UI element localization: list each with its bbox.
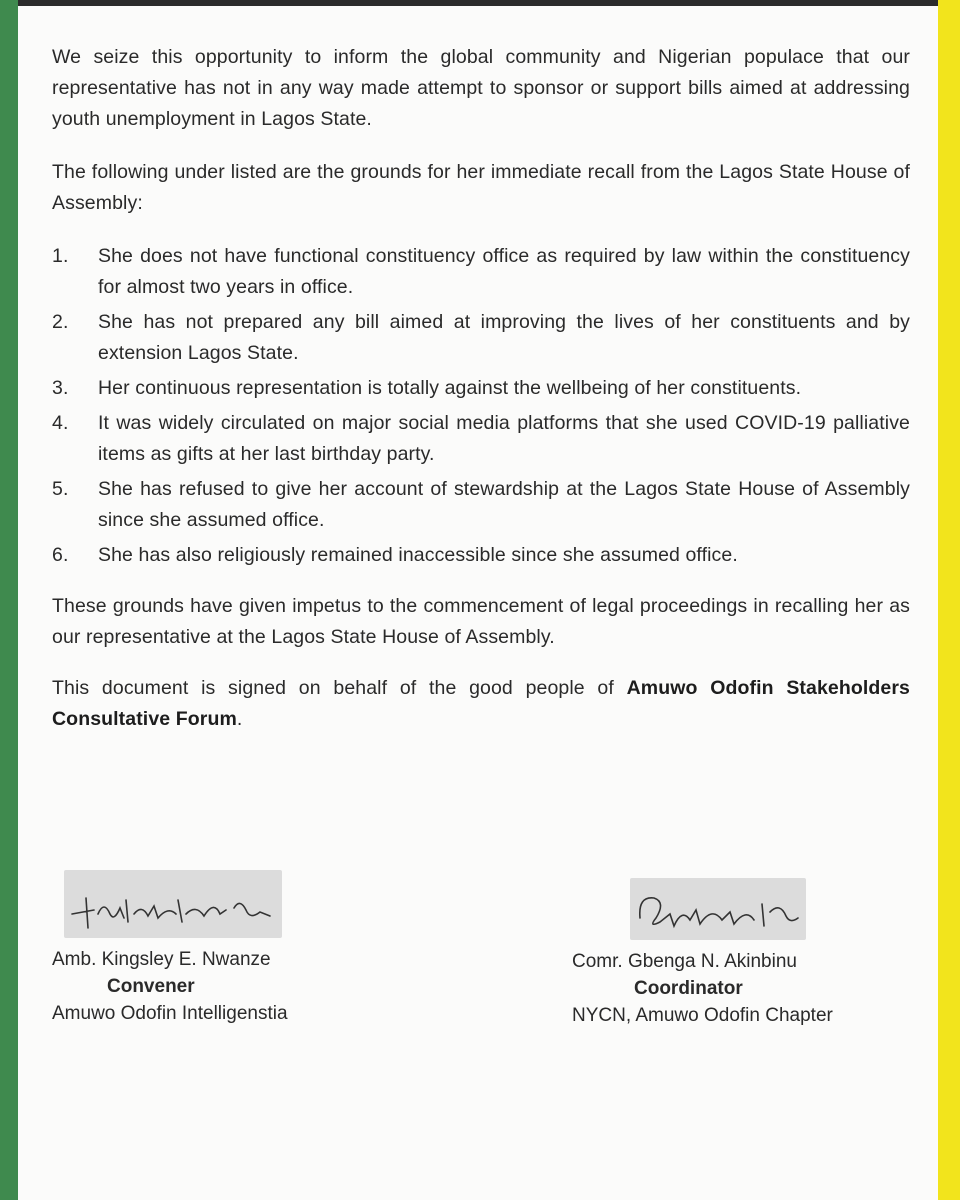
signing-period: . [236,708,243,730]
forum-name: Amuwo Odofin Stakeholders Consultative Forum [52,677,910,730]
list-item [52,408,910,470]
list-item-number: 1. [52,245,69,267]
convener-title: Convener [107,976,195,997]
convener-name: Amb. Kingsley E. Nwanze [52,949,271,970]
list-item [52,540,910,571]
list-item-number: 5. [52,478,69,500]
list-item-number: 4. [52,412,69,434]
coordinator-organization: NYCN, Amuwo Odofin Chapter [572,1005,833,1026]
signing-paragraph [52,673,910,735]
list-item-number: 3. [52,377,69,399]
list-item [52,241,910,303]
coordinator-signature-image [630,878,806,940]
convener-signature-block [52,870,372,1027]
list-item-text: Her continuous representation is totally against the wellbeing of her constituents. [98,377,802,399]
convener-signature-image [64,870,282,938]
list-item-text: She does not have functional constituency office as required by law within the constituency for almost two years in office. [98,245,910,298]
list-item-number: 6. [52,544,69,566]
proceedings-paragraph: These grounds have given impetus to the commencement of legal proceedings in recalling her as our representative at the Lagos State House of Assembly. [52,595,910,648]
list-item [52,474,910,536]
green-side-stripe [0,0,18,1200]
list-item-text: She has also religiously remained inaccessible since she assumed office. [98,544,738,566]
grounds-intro-paragraph: The following under listed are the grounds for her immediate recall from the Lagos State House of Assembly: [52,161,910,214]
letter-body [52,42,910,735]
list-item-text: It was widely circulated on major social media platforms that she used COVID-19 palliative items as gifts at her last birthday party. [98,412,910,465]
handwritten-signature-icon [64,870,282,938]
coordinator-signature-block [572,870,902,1029]
coordinator-name: Comr. Gbenga N. Akinbinu [572,951,797,972]
handwritten-signature-icon [630,878,806,940]
list-item-text: She has refused to give her account of stewardship at the Lagos State House of Assembly since she assumed office. [98,478,910,531]
list-item [52,373,910,404]
grounds-list [52,241,910,571]
list-item [52,307,910,369]
signing-text: This document is signed on behalf of the good people of [52,677,614,699]
convener-organization: Amuwo Odofin Intelligenstia [52,1003,288,1024]
coordinator-title: Coordinator [634,978,743,999]
list-item-text: She has not prepared any bill aimed at improving the lives of her constituents and by extension Lagos State. [98,311,910,364]
intro-paragraph: We seize this opportunity to inform the global community and Nigerian populace that our representative has not in any way made attempt to sponsor or support bills aimed at addressing youth unemployment in Lagos State. [52,46,910,130]
yellow-side-stripe [938,0,960,1200]
list-item-number: 2. [52,311,69,333]
